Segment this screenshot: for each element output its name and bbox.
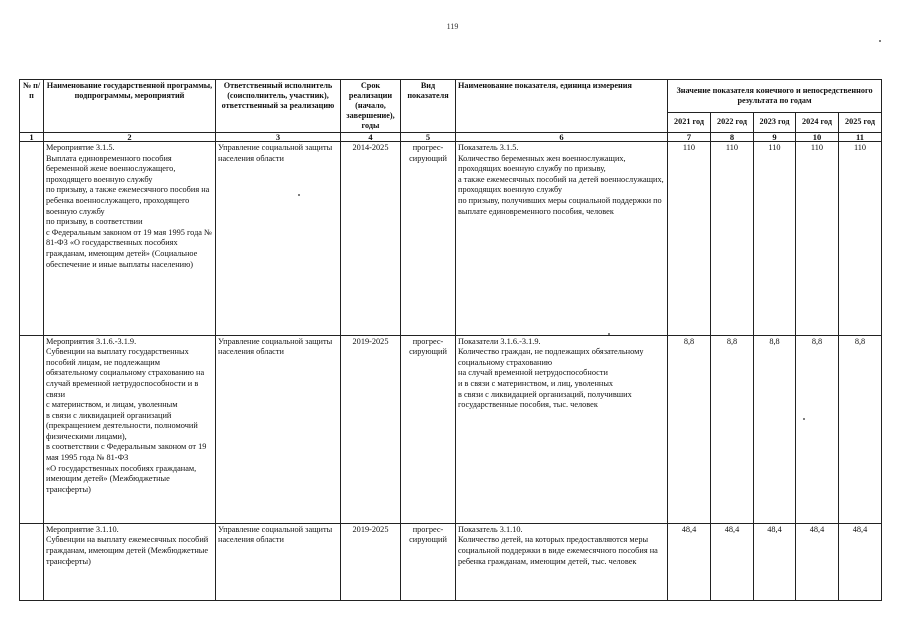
column-number: 2 bbox=[44, 133, 216, 142]
indicator: Показатель 3.1.5. Количество беременных жен военнослужащих, проходящих военную службу по призыву, а также ежемесячных пособий на детей военнослужащих, проходящих военную службу по призыву, получивших меры социальной поддержки по выплате единовременного пособия, человек bbox=[456, 142, 668, 336]
header-year: 2025 год bbox=[839, 112, 882, 132]
table-row bbox=[20, 335, 882, 523]
measure-name: Мероприятие 3.1.10. Субвенции на выплату ежемесячных пособий гражданам, имеющим детей (Межбюджетные трансферты) bbox=[44, 523, 216, 600]
term: 2019-2025 bbox=[341, 523, 401, 600]
indicator-kind: прогрес-сирующий bbox=[401, 335, 456, 523]
column-number: 4 bbox=[341, 133, 401, 142]
value-2023: 48,4 bbox=[754, 523, 796, 600]
header-values: Значение показателя конечного и непосредственного результата по годам bbox=[668, 80, 882, 113]
row-num bbox=[20, 142, 44, 336]
program-table bbox=[19, 79, 882, 601]
term: 2019-2025 bbox=[341, 335, 401, 523]
indicator-kind: прогрес-сирующий bbox=[401, 523, 456, 600]
responsible: Управление социальной защиты населения области bbox=[216, 335, 341, 523]
table-row bbox=[20, 523, 882, 600]
value-2025: 8,8 bbox=[839, 335, 882, 523]
column-number: 10 bbox=[796, 133, 839, 142]
value-2023: 110 bbox=[754, 142, 796, 336]
value-2024: 48,4 bbox=[796, 523, 839, 600]
value-2024: 110 bbox=[796, 142, 839, 336]
header-term: Срок реализации (начало, завершение), годы bbox=[341, 80, 401, 133]
value-2025: 48,4 bbox=[839, 523, 882, 600]
column-number: 3 bbox=[216, 133, 341, 142]
value-2021: 48,4 bbox=[668, 523, 711, 600]
header-kind: Вид показателя bbox=[401, 80, 456, 133]
value-2021: 110 bbox=[668, 142, 711, 336]
term: 2014-2025 bbox=[341, 142, 401, 336]
page-number: 119 bbox=[446, 22, 459, 31]
table-row bbox=[20, 142, 882, 336]
header-row bbox=[20, 80, 882, 113]
scan-speck bbox=[879, 40, 881, 42]
scan-speck bbox=[803, 418, 805, 420]
scan-speck bbox=[298, 194, 300, 196]
column-number: 5 bbox=[401, 133, 456, 142]
header-year: 2023 год bbox=[754, 112, 796, 132]
value-2022: 8,8 bbox=[711, 335, 754, 523]
column-number: 1 bbox=[20, 133, 44, 142]
row-num bbox=[20, 335, 44, 523]
column-number: 7 bbox=[668, 133, 711, 142]
measure-name: Мероприятия 3.1.6.-3.1.9. Субвенции на выплату государственных пособий лицам, не подлежащим обязательному социальному страхованию на случай временной нетрудоспособности и в связи с материнством, и лицам, уволенным в связи с ликвидацией организаций (прекращением деятельности, полномочий физическими лицами), в соответствии с Федеральным законом от 19 мая 1995 года № 81-ФЗ «О государственных пособиях гражданам, имеющим детей» (Межбюджетные трансферты) bbox=[44, 335, 216, 523]
column-number: 8 bbox=[711, 133, 754, 142]
indicator-kind: прогрес-сирующий bbox=[401, 142, 456, 336]
responsible: Управление социальной защиты населения области bbox=[216, 523, 341, 600]
measure-name: Мероприятие 3.1.5. Выплата единовременного пособия беременной жене военнослужащего, проходящего военную службу по призыву, а также ежемесячного пособия на ребенка военнослужащего, проходящего военную службу по призыву, в соответствии с Федеральным законом от 19 мая 1995 года № 81-ФЗ «О государственных пособиях гражданам, имеющим детей» (Социальное обеспечение и иные выплаты населению) bbox=[44, 142, 216, 336]
value-2025: 110 bbox=[839, 142, 882, 336]
header-year: 2024 год bbox=[796, 112, 839, 132]
row-num bbox=[20, 523, 44, 600]
indicator: Показатели 3.1.6.-3.1.9. Количество граждан, не подлежащих обязательному социальному страхованию на случай временной нетрудоспособности и в связи с материнством, и лиц, уволенных в связи с ликвидацией организаций, получивших государственные пособия, тыс. человек bbox=[456, 335, 668, 523]
header-year: 2021 год bbox=[668, 112, 711, 132]
value-2023: 8,8 bbox=[754, 335, 796, 523]
column-numbers-row bbox=[20, 133, 882, 142]
column-number: 9 bbox=[754, 133, 796, 142]
responsible: Управление социальной защиты населения области bbox=[216, 142, 341, 336]
value-2024: 8,8 bbox=[796, 335, 839, 523]
column-number: 11 bbox=[839, 133, 882, 142]
indicator: Показатель 3.1.10. Количество детей, на которых предоставляются меры социальной поддержки в виде ежемесячного пособия на ребенка гражданам, имеющим детей, тыс. человек bbox=[456, 523, 668, 600]
header-indicator: Наименование показателя, единица измерения bbox=[456, 80, 668, 133]
header-responsible: Ответственный исполнитель (соисполнитель, участник), ответственный за реализацию bbox=[216, 80, 341, 133]
column-number: 6 bbox=[456, 133, 668, 142]
header-num: № п/п bbox=[20, 80, 44, 133]
value-2022: 48,4 bbox=[711, 523, 754, 600]
header-name: Наименование государственной программы, подпрограммы, мероприятий bbox=[44, 80, 216, 133]
value-2022: 110 bbox=[711, 142, 754, 336]
value-2021: 8,8 bbox=[668, 335, 711, 523]
scan-speck bbox=[608, 333, 610, 335]
header-year: 2022 год bbox=[711, 112, 754, 132]
